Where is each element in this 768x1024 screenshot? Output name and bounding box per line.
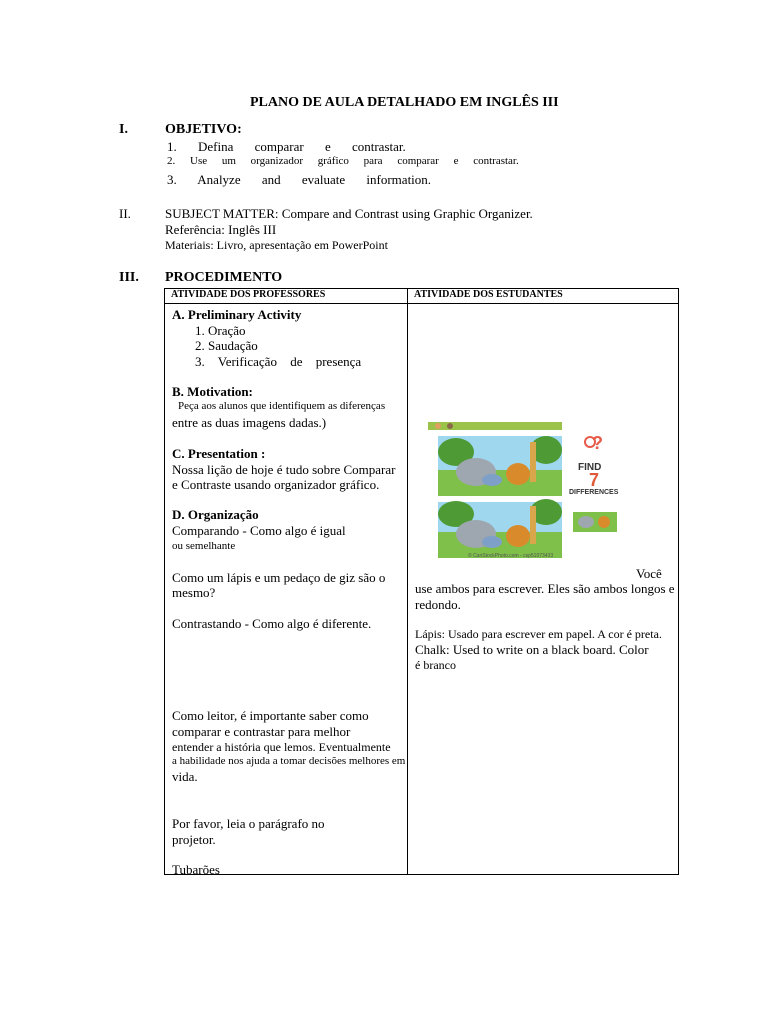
- question-text-2: mesmo?: [172, 585, 216, 600]
- list-item: 3. Verificação de presença: [195, 354, 362, 369]
- list-item: 2. Saudação: [195, 338, 258, 353]
- teacher-column-header: ATIVIDADE DOS PROFESSORES: [165, 289, 408, 304]
- list-item: 1. Oração: [195, 323, 246, 338]
- document-title: PLANO DE AULA DETALHADO EM INGLÊS III: [250, 95, 559, 110]
- find-label: FIND: [578, 462, 602, 473]
- organization-text-1: Comparando - Como algo é igual: [172, 523, 346, 538]
- seven-label: 7: [589, 470, 600, 490]
- materials: Materiais: Livro, apresentação em PowerPoint: [165, 238, 388, 252]
- answer-text-3: redondo.: [415, 597, 461, 612]
- student-column-header: ATIVIDADE DOS ESTUDANTES: [408, 289, 679, 304]
- organization-text-2: ou semelhante: [172, 540, 236, 552]
- presentation-text-2: e Contraste usando organizador gráfico.: [172, 477, 380, 492]
- organization-heading: D. Organização: [172, 507, 259, 522]
- reader-text-1: Como leitor, é importante saber como: [172, 708, 369, 723]
- reader-text-2: comparar e contrastar para melhor: [172, 724, 351, 739]
- presentation-heading: C. Presentation :: [172, 446, 266, 461]
- reference: Referência: Inglês III: [165, 222, 277, 237]
- objective-item-1: 1. Defina comparar e contrastar.: [167, 139, 406, 154]
- teacher-activity-cell: [165, 304, 407, 877]
- question-text-1: Como um lápis e um pedaço de giz são o: [172, 570, 386, 585]
- find-differences-image: [426, 422, 628, 562]
- objective-item-3: 3. Analyze and evaluate information.: [167, 172, 432, 187]
- motivation-text-1: Peça aos alunos que identifiquem as diferenças: [178, 400, 386, 412]
- motivation-text-2: entre as duas imagens dadas.): [172, 415, 327, 430]
- answer-text-2: use ambos para escrever. Eles são ambos longos e: [415, 581, 675, 596]
- please-text-2: projetor.: [172, 832, 216, 847]
- procedure-table: [164, 288, 679, 875]
- section-3-heading: PROCEDIMENTO: [165, 270, 283, 285]
- image-credit: © CanStockPhoto.com - csp51073433: [468, 553, 554, 559]
- svg-text:?: ?: [592, 433, 603, 453]
- student-activity-cell: [408, 304, 678, 874]
- answer-text-6: é branco: [415, 658, 456, 672]
- subject-matter: SUBJECT MATTER: Compare and Contrast using Graphic Organizer.: [165, 206, 533, 221]
- answer-text-1: Você: [636, 566, 662, 581]
- preliminary-activity-heading: A. Preliminary Activity: [172, 307, 302, 322]
- contrast-text: Contrastando - Como algo é diferente.: [172, 616, 372, 631]
- differences-label: DIFFERENCES: [569, 489, 619, 496]
- please-text-1: Por favor, leia o parágrafo no: [172, 816, 325, 831]
- objective-item-2: 2. Use um organizador gráfico para comparar e contrastar.: [167, 155, 519, 167]
- reader-text-4: a habilidade nos ajuda a tomar decisões melhores em: [172, 755, 406, 767]
- answer-text-5: Chalk: Used to write on a black board. Color: [415, 642, 649, 657]
- reader-text-5: vida.: [172, 769, 198, 784]
- presentation-text-1: Nossa lição de hoje é tudo sobre Comparar: [172, 462, 396, 477]
- answer-text-4: Lápis: Usado para escrever em papel. A cor é preta.: [415, 627, 662, 641]
- section-1-heading: OBJETIVO:: [165, 122, 242, 137]
- section-1-number: I.: [119, 122, 128, 137]
- reader-text-3: entender a história que lemos. Eventualmente: [172, 740, 391, 754]
- motivation-heading: B. Motivation:: [172, 384, 253, 399]
- sharks-text: Tubarões: [172, 862, 220, 877]
- section-2-number: II.: [119, 206, 131, 221]
- section-3-number: III.: [119, 270, 139, 285]
